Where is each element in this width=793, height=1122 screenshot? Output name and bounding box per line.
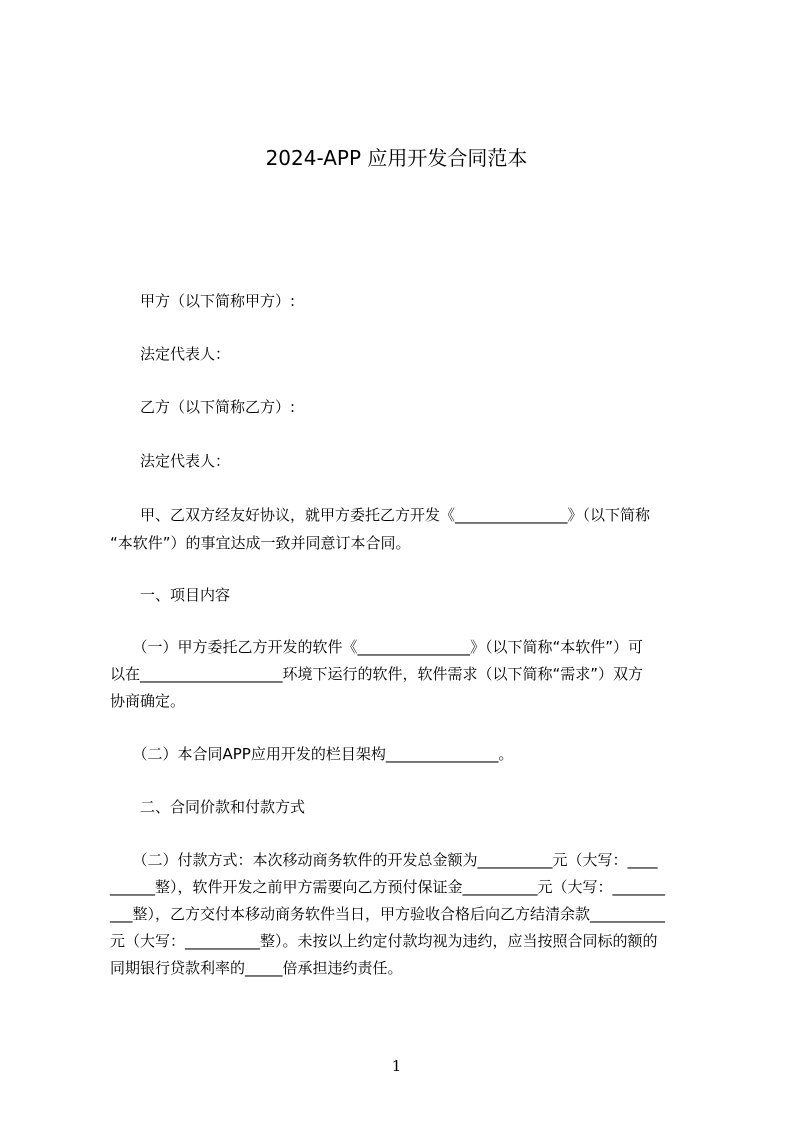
section-heading: 一、项目内容 [110,586,231,604]
page-number: 1 [391,1057,402,1075]
clause-line: （二）本合同APP应用开发的栏目架构_______________。 [110,745,514,763]
party-b-line: 乙方（以下简称乙方）: [110,398,296,416]
party-b-representative-line: 法定代表人： [110,452,231,470]
clause-line: 同期银行贷款利率的_____倍承担违约责任。 [110,959,403,977]
clause-line: ______整），软件开发之前甲方需要向乙方预付保证金__________元（大写：_______ [110,878,666,896]
party-a-representative-line: 法定代表人： [110,345,231,363]
clause-line: ___整），乙方交付本移动商务软件当日，甲方验收合格后向乙方结清余款__________ [110,905,666,923]
intro-paragraph-line: “本软件”）的事宜达成一致并同意订本合同。 [110,534,411,552]
clause-line: （一）甲方委托乙方开发的软件《_______________》（以下简称“本软件”）可 [110,638,644,656]
document-title: 2024-APP 应用开发合同范本 [265,146,528,170]
clause-line: 元（大写：__________整）。未按以上约定付款均视为违约，应当按照合同标的额的 [110,932,658,950]
clause-line: （二）付款方式：本次移动商务软件的开发总金额为__________元（大写：____ [110,851,658,869]
section-heading: 二、合同价款和付款方式 [110,798,306,816]
party-a-line: 甲方（以下简称甲方）: [110,292,296,310]
intro-paragraph-line: 甲、乙双方经友好协议，就甲方委托乙方开发《_______________》（以下简称 [110,506,651,524]
clause-line: 协商确定。 [110,692,186,710]
clause-line: 以在___________________环境下运行的软件，软件需求（以下简称“需求”）双方 [110,665,644,683]
